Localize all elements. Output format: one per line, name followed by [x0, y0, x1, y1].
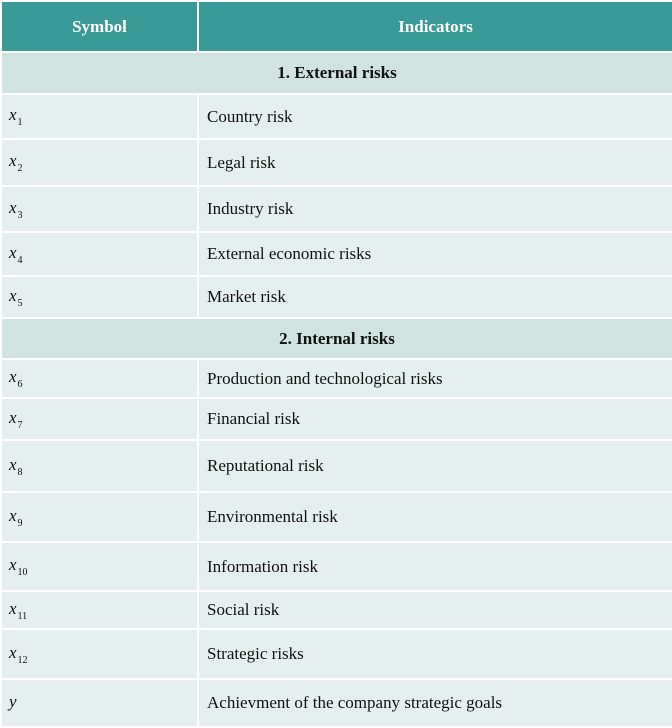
- symbol-column-header: Symbol: [1, 1, 198, 52]
- indicator-cell: Environmental risk: [198, 492, 672, 542]
- symbol-cell: [1, 591, 198, 629]
- symbol-variable: x: [9, 151, 17, 170]
- symbol-subscript: 7: [17, 419, 23, 431]
- indicator-cell: Production and technological risks: [198, 359, 672, 398]
- table-row: [1, 591, 672, 629]
- symbol-cell: [1, 359, 198, 398]
- section-title: 1. External risks: [1, 52, 672, 94]
- indicator-cell: Industry risk: [198, 186, 672, 232]
- symbol-variable: x: [9, 407, 17, 427]
- table-row: [1, 492, 672, 542]
- symbol-cell: [1, 94, 198, 139]
- symbol-subscript: 12: [17, 654, 28, 666]
- symbol-cell: [1, 398, 198, 440]
- indicator-cell: Legal risk: [198, 139, 672, 186]
- indicator-cell: Country risk: [198, 94, 672, 139]
- symbol-variable: x: [9, 642, 17, 662]
- symbol-cell: [1, 679, 198, 727]
- symbol-subscript: 9: [17, 517, 23, 529]
- symbol-cell: [1, 232, 198, 276]
- symbol-subscript: 11: [17, 610, 28, 622]
- indicator-cell: Strategic risks: [198, 629, 672, 679]
- indicator-cell: External economic risks: [198, 232, 672, 276]
- header-row: [1, 1, 672, 52]
- indicator-cell: Achievment of the company strategic goals: [198, 679, 672, 727]
- symbol-subscript: 10: [17, 567, 28, 578]
- table-row: [1, 139, 672, 186]
- symbol-variable: x: [9, 197, 17, 217]
- indicator-cell: Information risk: [198, 542, 672, 591]
- symbol-cell: [1, 542, 198, 591]
- table-row: [1, 679, 672, 727]
- indicator-cell: Financial risk: [198, 398, 672, 440]
- table-row: [1, 232, 672, 276]
- symbol-subscript: 4: [17, 254, 23, 266]
- symbol-subscript: 8: [17, 466, 23, 478]
- symbol-cell: [1, 139, 198, 186]
- symbol-cell: [1, 629, 198, 679]
- symbol-variable: x: [9, 367, 17, 386]
- symbol-subscript: 6: [17, 379, 23, 390]
- symbol-subscript: 5: [17, 297, 23, 309]
- symbol-cell: [1, 492, 198, 542]
- symbol-variable: y: [9, 691, 17, 711]
- symbol-subscript: 1: [17, 117, 23, 128]
- table-header: [1, 1, 672, 52]
- table-row: [1, 186, 672, 232]
- symbol-variable: x: [9, 505, 17, 525]
- table-row: [1, 440, 672, 492]
- symbol-variable: x: [9, 454, 17, 474]
- indicator-cell: Market risk: [198, 276, 672, 318]
- indicator-cell: Social risk: [198, 591, 672, 629]
- indicator-cell: Reputational risk: [198, 440, 672, 492]
- symbol-cell: [1, 186, 198, 232]
- symbol-variable: x: [9, 555, 17, 574]
- table-row: [1, 359, 672, 398]
- symbol-variable: x: [9, 598, 17, 618]
- section-title: 2. Internal risks: [1, 318, 672, 359]
- section-row-external: [1, 52, 672, 94]
- symbol-variable: x: [9, 242, 17, 262]
- symbol-cell: [1, 440, 198, 492]
- symbol-variable: x: [9, 285, 17, 305]
- table-row: [1, 398, 672, 440]
- symbol-subscript: 2: [17, 163, 23, 174]
- section-row-internal: [1, 318, 672, 359]
- table-row: [1, 94, 672, 139]
- symbol-cell: [1, 276, 198, 318]
- table-row: [1, 629, 672, 679]
- table-row: [1, 542, 672, 591]
- table-row: [1, 276, 672, 318]
- symbol-subscript: 3: [17, 209, 23, 221]
- indicators-column-header: Indicators: [198, 1, 672, 52]
- symbol-variable: x: [9, 105, 17, 124]
